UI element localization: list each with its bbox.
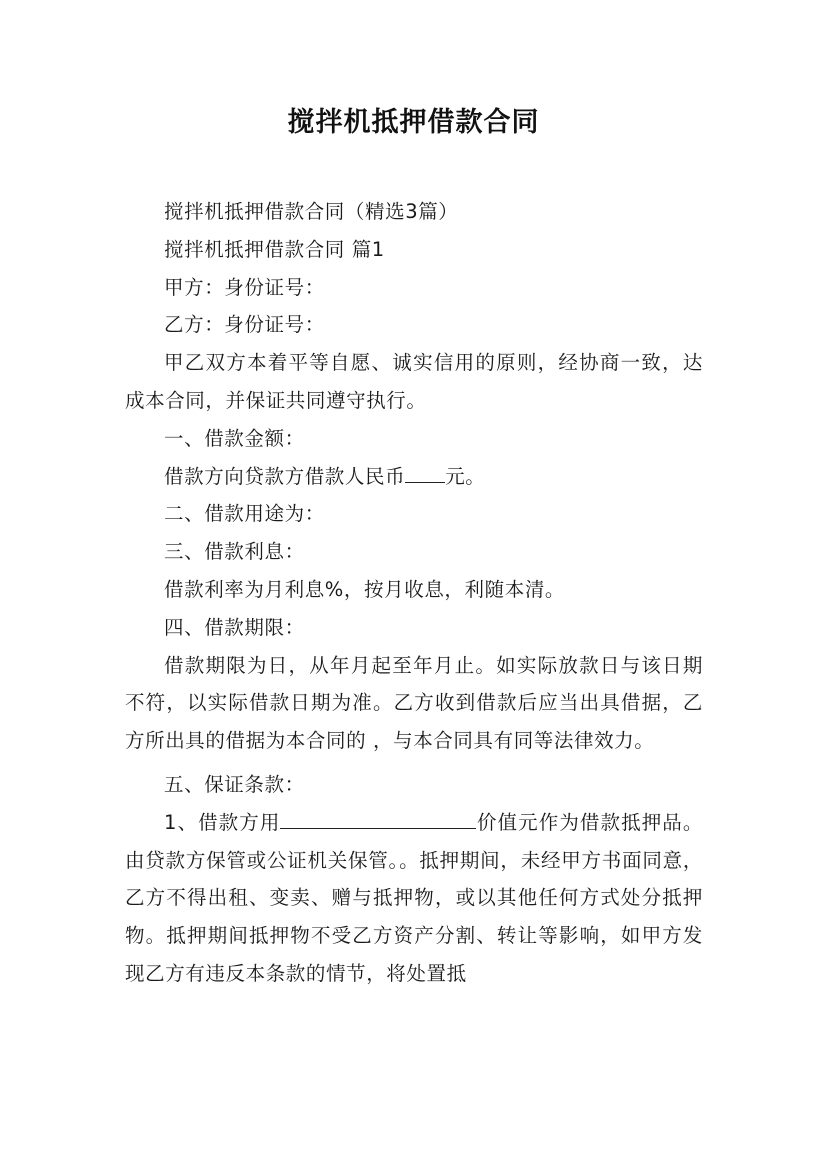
paragraph-term: 借款期限为日，从年月起至年月止。如实际放款日与该日期不符，以实际借款日期为准。乙方收到借款后应当出具借据，乙方所出具的借据为本合同的 ，与本合同具有同等法律效力。 [125,653,703,753]
amount-text-before: 借款方向贷款方借款人民币 [164,464,406,488]
section-heading-amount: 一、借款金额： [164,426,305,450]
section-heading-interest: 三、借款利息： [164,540,305,564]
section-heading-purpose: 二、借款用途为： [164,502,325,526]
paragraph-amount [125,458,703,496]
section-heading-guarantee: 五、保证条款： [164,772,305,796]
amount-text-after: 元。 [445,464,486,488]
guarantee-text-before: 1、借款方用 [164,810,281,834]
document-body [125,193,703,993]
paragraph-part-heading: 搅拌机抵押借款合同 篇1 [164,237,385,261]
guarantee-text-after: 价值元作为借款抵押品。由贷款方保管或公证机关保管。。抵押期间，未经甲方书面同意，乙方不得出租、变卖、赠与抵押物，或以其他任何方式处分抵押物。抵押期间抵押物不受乙方资产分割、转让等影响，如甲方发现乙方有违反本条款的情节，将处置抵 [125,810,703,985]
paragraph-party-a: 甲方：身份证号： [164,275,325,299]
document-title: 搅拌机抵押借款合同 [287,107,540,138]
paragraph-guarantee [125,804,703,993]
collateral-blank [280,807,476,828]
amount-blank [405,461,445,482]
paragraph-preamble: 甲乙双方本着平等自愿、诚实信用的原则，经协商一致，达成本合同，并保证共同遵守执行。 [125,351,703,412]
section-heading-term: 四、借款期限： [164,615,305,639]
paragraph-interest: 借款利率为月利息%，按月收息，利随本清。 [164,577,566,601]
paragraph-party-b: 乙方：身份证号： [164,313,325,337]
paragraph-subtitle: 搅拌机抵押借款合同（精选3篇） [164,200,459,223]
